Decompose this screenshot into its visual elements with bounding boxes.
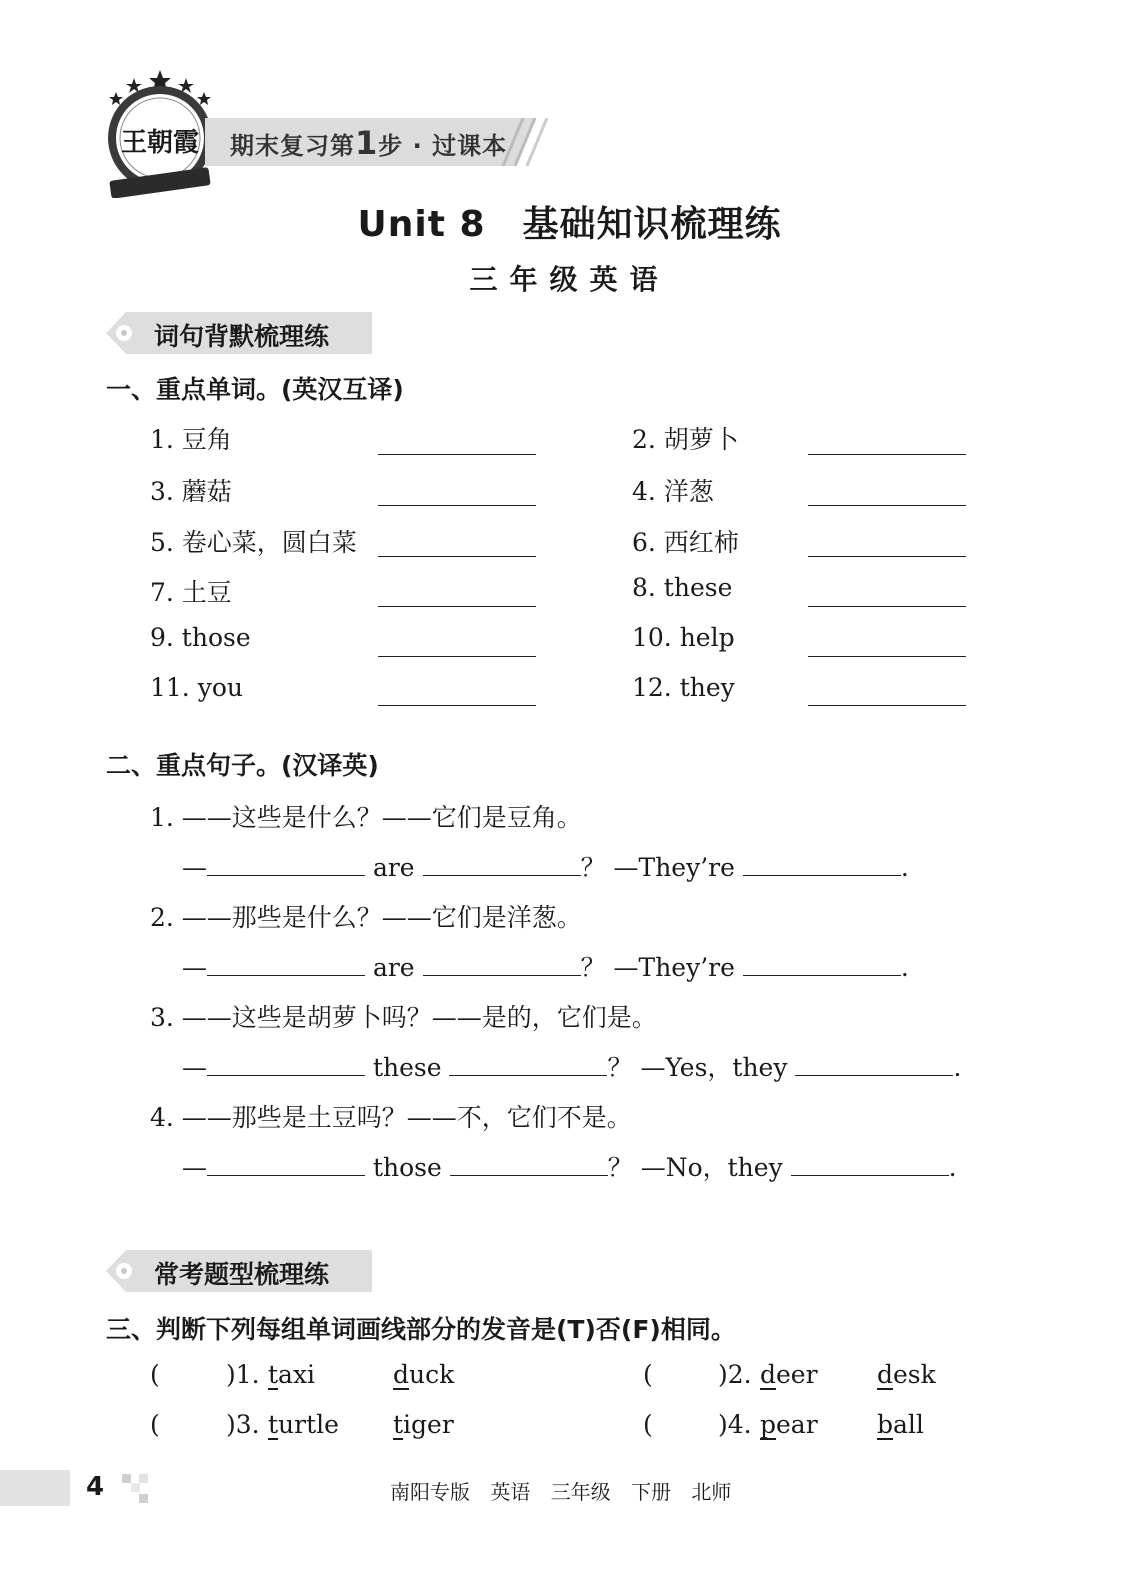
answer-blank[interactable] [449,1055,607,1076]
phonics-word [393,1360,454,1389]
sentence-answer-row-3 [182,1048,961,1084]
word-rest: iger [403,1410,454,1439]
answer-blank-12[interactable] [808,705,966,706]
phonics-number: )3. [226,1410,260,1439]
answer-blank-4[interactable] [808,505,966,506]
phonics-paren-open[interactable]: ( [643,1410,653,1439]
word: —Yes，they [640,1053,788,1082]
phonics-word [760,1410,818,1439]
part3-heading: 三、判断下列每组单词画线部分的发音是(T)否(F)相同。 [106,1315,736,1344]
answer-blank[interactable] [450,1155,608,1176]
phonics-word [393,1410,454,1439]
page-title: Unit 8 基础知识梳理练 [357,204,782,245]
part2-heading: 二、重点句子。(汉译英) [106,751,379,780]
step-number: 1 [355,124,379,162]
section-tag-question-types [106,1250,376,1292]
phonics-paren-open[interactable]: ( [643,1360,653,1389]
phonics-paren-open[interactable]: ( [150,1410,160,1439]
answer-blank-7[interactable] [378,606,536,607]
part1-heading: 一、重点单词。(英汉互译) [106,375,404,404]
section-tag-label: 词句背默梳理练 [154,322,330,351]
phonics-word [877,1410,924,1439]
sentence-chinese-2: 2. ——那些是什么？——它们是洋葱。 [150,903,582,932]
answer-blank[interactable] [791,1155,949,1176]
word-rest: axi [278,1360,316,1389]
period: . [953,1053,962,1082]
dash: — [182,1153,207,1182]
underlined-letter: d [393,1360,410,1389]
question-mark: ？ [607,1053,633,1082]
section-tag-label: 常考题型梳理练 [154,1260,330,1289]
word-rest: all [893,1410,924,1439]
answer-blank[interactable] [795,1055,953,1076]
answer-blank-2[interactable] [808,454,966,455]
answer-blank-9[interactable] [378,656,536,657]
underlined-letter: t [268,1410,279,1439]
footer-bar [0,1470,70,1506]
vocab-item-3: 3. 蘑菇 [150,477,232,506]
word-rest: urtle [278,1410,339,1439]
vocab-item-2: 2. 胡萝卜 [632,425,739,454]
step-suffix: 步 · 过课本 [378,132,508,160]
vocab-item-7: 7. 土豆 [150,578,232,607]
page-number: 4 [86,1472,105,1502]
vocab-item-5: 5. 卷心菜，圆白菜 [150,528,357,557]
answer-blank[interactable] [743,955,901,976]
vocab-item-11: 11. you [150,673,243,702]
underlined-letter: t [393,1410,404,1439]
phonics-word [760,1360,818,1389]
period: . [948,1153,957,1182]
question-mark: ？ [580,953,606,982]
underlined-letter: d [877,1360,894,1389]
step-label [230,124,507,162]
section-tag-vocab [106,312,376,354]
answer-blank[interactable] [207,1155,365,1176]
word: —They’re [613,853,735,882]
answer-blank-5[interactable] [378,556,536,557]
answer-blank-1[interactable] [378,454,536,455]
word-rest: uck [409,1360,455,1389]
logo-text: 王朝霞 [120,128,199,158]
word-rest: eer [776,1360,818,1389]
period: . [900,853,909,882]
phonics-word [268,1410,339,1439]
phonics-word [877,1360,936,1389]
page-subtitle: 三年级英语 [469,263,670,296]
vocab-item-10: 10. help [632,623,735,652]
vocab-item-4: 4. 洋葱 [632,477,714,506]
question-mark: ？ [580,853,606,882]
word-rest: esk [893,1360,936,1389]
answer-blank[interactable] [207,955,365,976]
sentence-answer-row-1 [182,848,909,884]
dash: — [182,953,207,982]
answer-blank-10[interactable] [808,656,966,657]
answer-blank[interactable] [423,855,581,876]
answer-blank[interactable] [207,855,365,876]
sentence-chinese-3: 3. ——这些是胡萝卜吗？——是的，它们是。 [150,1003,657,1032]
underlined-letter: t [268,1360,279,1389]
phonics-number: )1. [226,1360,260,1389]
footer-decoration [122,1474,152,1510]
answer-blank-11[interactable] [378,705,536,706]
underlined-letter: d [760,1360,777,1389]
phonics-word [268,1360,315,1389]
sentence-answer-row-4 [182,1148,957,1184]
word: these [372,1053,442,1082]
sentence-answer-row-2 [182,948,909,984]
vocab-item-8: 8. these [632,573,733,602]
phonics-paren-open[interactable]: ( [150,1360,160,1389]
answer-blank-8[interactable] [808,606,966,607]
underlined-letter: p [760,1410,777,1439]
answer-blank-3[interactable] [378,505,536,506]
answer-blank[interactable] [423,955,581,976]
answer-blank[interactable] [743,855,901,876]
word: —No，they [640,1153,783,1182]
word: —They’re [613,953,735,982]
period: . [900,953,909,982]
vocab-item-12: 12. they [632,673,735,702]
question-mark: ？ [607,1153,633,1182]
dash: — [182,1053,207,1082]
underlined-letter: b [877,1410,894,1439]
dash: — [182,853,207,882]
brand-logo-seal [102,70,218,198]
word: those [372,1153,442,1182]
vocab-item-1: 1. 豆角 [150,425,232,454]
footer-info: 南阳专版 英语 三年级 下册 北师 [390,1480,732,1504]
vocab-item-6: 6. 西红柿 [632,528,739,557]
phonics-number: )2. [718,1360,752,1389]
sentence-chinese-4: 4. ——那些是土豆吗？——不，它们不是。 [150,1103,632,1132]
step-prefix: 期末复习第 [230,132,355,160]
answer-blank-6[interactable] [808,556,966,557]
word: are [372,953,415,982]
phonics-number: )4. [718,1410,752,1439]
vocab-item-9: 9. those [150,623,251,652]
sentence-chinese-1: 1. ——这些是什么？——它们是豆角。 [150,803,582,832]
answer-blank[interactable] [207,1055,365,1076]
word: are [372,853,415,882]
word-rest: ear [776,1410,818,1439]
